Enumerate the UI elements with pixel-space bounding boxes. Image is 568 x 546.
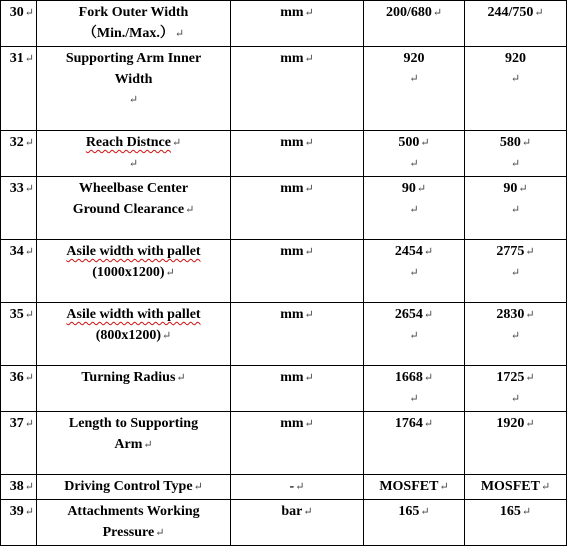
row-number-cell <box>1 303 37 366</box>
paragraph-mark-icon: ↵ <box>439 481 449 493</box>
paragraph-mark-icon: ↵ <box>304 183 314 195</box>
table-row <box>1 366 567 412</box>
unit-cell <box>231 475 364 500</box>
unit-value: - <box>289 479 295 494</box>
value-1: 165 <box>398 504 420 519</box>
value-cell-1 <box>364 131 465 177</box>
unit-cell <box>231 412 364 475</box>
value-cell-2 <box>465 475 567 500</box>
paragraph-mark-icon: ↵ <box>540 481 551 493</box>
value-cell-1 <box>364 1 465 47</box>
paragraph-mark-icon: ↵ <box>303 506 313 518</box>
paragraph-mark-icon: ↵ <box>510 204 521 216</box>
table-row <box>1 131 567 177</box>
item-label: (800x1200) <box>95 328 162 343</box>
unit-value: mm <box>280 5 304 20</box>
unit-value: mm <box>280 244 304 259</box>
paragraph-mark-icon: ↵ <box>525 309 535 321</box>
value-cell-2 <box>465 412 567 475</box>
paragraph-mark-icon: ↵ <box>510 330 521 342</box>
value-cell-2 <box>465 47 567 131</box>
value-cell-2 <box>465 303 567 366</box>
item-cell <box>37 303 231 366</box>
row-number-cell <box>1 47 37 131</box>
row-number: 38 <box>9 479 24 494</box>
unit-cell <box>231 366 364 412</box>
row-number-cell <box>1 1 37 47</box>
paragraph-mark-icon: ↵ <box>409 73 419 85</box>
value-2: 1725 <box>496 370 525 385</box>
paragraph-mark-icon: ↵ <box>534 7 544 19</box>
unit-value: mm <box>280 135 304 150</box>
paragraph-mark-icon: ↵ <box>423 246 434 258</box>
row-number: 34 <box>9 244 24 259</box>
paragraph-mark-icon: ↵ <box>510 73 521 85</box>
row-number-cell <box>1 412 37 475</box>
paragraph-mark-icon: ↵ <box>518 183 528 195</box>
paragraph-mark-icon: ↵ <box>24 137 34 149</box>
value-1: 200/680 <box>385 5 432 20</box>
item-label: Fork Outer Width <box>78 5 189 20</box>
unit-value: mm <box>280 370 304 385</box>
row-number: 37 <box>9 416 24 431</box>
paragraph-mark-icon: ↵ <box>155 527 165 539</box>
paragraph-mark-icon: ↵ <box>304 246 314 258</box>
paragraph-mark-icon: ↵ <box>176 372 186 384</box>
paragraph-mark-icon: ↵ <box>521 506 532 518</box>
unit-cell <box>231 500 364 546</box>
item-label: Arm <box>114 437 143 452</box>
paragraph-mark-icon: ↵ <box>24 7 34 19</box>
paragraph-mark-icon: ↵ <box>409 204 419 216</box>
paragraph-mark-icon: ↵ <box>420 506 430 518</box>
item-label: （Min./Max.） <box>82 26 174 41</box>
paragraph-mark-icon: ↵ <box>128 94 139 106</box>
value-cell-2 <box>465 177 567 240</box>
item-label: (1000x1200) <box>92 265 165 280</box>
paragraph-mark-icon: ↵ <box>510 158 521 170</box>
paragraph-mark-icon: ↵ <box>423 309 434 321</box>
table-row <box>1 240 567 303</box>
value-cell-2 <box>465 131 567 177</box>
value-2: 2775 <box>496 244 525 259</box>
value-2: 2830 <box>496 307 525 322</box>
paragraph-mark-icon: ↵ <box>174 28 185 40</box>
item-label: Ground Clearance <box>72 202 185 217</box>
table-row <box>1 177 567 240</box>
unit-value: mm <box>280 51 304 66</box>
row-number-cell <box>1 240 37 303</box>
value-cell-1 <box>364 240 465 303</box>
row-number-cell <box>1 177 37 240</box>
paragraph-mark-icon: ↵ <box>165 267 175 279</box>
unit-value: mm <box>280 307 304 322</box>
value-2: 580 <box>499 135 521 150</box>
value-cell-1 <box>364 500 465 546</box>
value-1: 1668 <box>394 370 423 385</box>
paragraph-mark-icon: ↵ <box>409 393 419 405</box>
value-cell-1 <box>364 177 465 240</box>
unit-value: mm <box>280 416 304 431</box>
row-number: 32 <box>9 135 24 150</box>
value-2: 920 <box>505 51 526 66</box>
value-cell-1 <box>364 47 465 131</box>
paragraph-mark-icon: ↵ <box>24 53 34 65</box>
paragraph-mark-icon: ↵ <box>525 246 535 258</box>
paragraph-mark-icon: ↵ <box>409 330 419 342</box>
paragraph-mark-icon: ↵ <box>24 506 34 518</box>
paragraph-mark-icon: ↵ <box>185 204 195 216</box>
unit-cell <box>231 131 364 177</box>
item-label: Reach Distnce <box>85 135 171 150</box>
row-number-cell <box>1 475 37 500</box>
unit-cell <box>231 1 364 47</box>
row-number: 35 <box>9 307 24 322</box>
item-cell <box>37 412 231 475</box>
paragraph-mark-icon: ↵ <box>128 158 139 170</box>
paragraph-mark-icon: ↵ <box>24 183 34 195</box>
table-row <box>1 412 567 475</box>
item-cell <box>37 475 231 500</box>
value-cell-1 <box>364 303 465 366</box>
table-row <box>1 47 567 131</box>
row-number-cell <box>1 131 37 177</box>
item-cell <box>37 177 231 240</box>
item-label: Width <box>114 72 153 87</box>
table-row <box>1 303 567 366</box>
table-row <box>1 475 567 500</box>
paragraph-mark-icon: ↵ <box>24 309 34 321</box>
paragraph-mark-icon: ↵ <box>525 418 535 430</box>
paragraph-mark-icon: ↵ <box>171 137 182 149</box>
paragraph-mark-icon: ↵ <box>432 7 443 19</box>
value-cell-2 <box>465 240 567 303</box>
value-cell-2 <box>465 1 567 47</box>
item-cell <box>37 500 231 546</box>
item-cell <box>37 240 231 303</box>
value-cell-1 <box>364 475 465 500</box>
item-label: Attachments Working <box>67 504 200 519</box>
paragraph-mark-icon: ↵ <box>525 372 535 384</box>
value-2: MOSFET <box>480 479 540 494</box>
value-cell-2 <box>465 366 567 412</box>
value-1: 2654 <box>394 307 423 322</box>
value-2: 1920 <box>496 416 525 431</box>
paragraph-mark-icon: ↵ <box>409 267 419 279</box>
row-number: 39 <box>9 504 24 519</box>
paragraph-mark-icon: ↵ <box>295 481 305 493</box>
paragraph-mark-icon: ↵ <box>409 158 419 170</box>
unit-cell <box>231 177 364 240</box>
unit-cell <box>231 240 364 303</box>
value-1: 90 <box>401 181 416 196</box>
paragraph-mark-icon: ↵ <box>510 393 521 405</box>
item-cell <box>37 47 231 131</box>
unit-cell <box>231 47 364 131</box>
paragraph-mark-icon: ↵ <box>416 183 427 195</box>
item-label: Length to Supporting <box>68 416 199 431</box>
paragraph-mark-icon: ↵ <box>304 309 314 321</box>
row-number: 31 <box>9 51 24 66</box>
paragraph-mark-icon: ↵ <box>304 372 314 384</box>
value-2: 90 <box>503 181 518 196</box>
value-2: 244/750 <box>487 5 534 20</box>
paragraph-mark-icon: ↵ <box>24 418 34 430</box>
item-label: Asile width with pallet <box>66 244 201 259</box>
paragraph-mark-icon: ↵ <box>420 137 430 149</box>
unit-value: mm <box>280 181 304 196</box>
unit-value: bar <box>281 504 303 519</box>
row-number: 30 <box>9 5 24 20</box>
paragraph-mark-icon: ↵ <box>521 137 532 149</box>
item-label: Pressure <box>102 525 155 540</box>
unit-cell <box>231 303 364 366</box>
row-number: 33 <box>9 181 24 196</box>
item-label: Turning Radius <box>81 370 176 385</box>
item-label: Asile width with pallet <box>66 307 201 322</box>
paragraph-mark-icon: ↵ <box>304 7 314 19</box>
item-cell <box>37 131 231 177</box>
item-cell <box>37 1 231 47</box>
row-number-cell <box>1 366 37 412</box>
paragraph-mark-icon: ↵ <box>304 418 314 430</box>
paragraph-mark-icon: ↵ <box>304 53 314 65</box>
value-1: 500 <box>398 135 420 150</box>
paragraph-mark-icon: ↵ <box>510 267 521 279</box>
paragraph-mark-icon: ↵ <box>24 246 34 258</box>
spec-table-body <box>1 1 567 546</box>
paragraph-mark-icon: ↵ <box>423 372 434 384</box>
paragraph-mark-icon: ↵ <box>143 439 153 451</box>
paragraph-mark-icon: ↵ <box>304 137 314 149</box>
value-1: 2454 <box>394 244 423 259</box>
row-number-cell <box>1 500 37 546</box>
value-cell-1 <box>364 366 465 412</box>
paragraph-mark-icon: ↵ <box>423 418 434 430</box>
value-cell-2 <box>465 500 567 546</box>
paragraph-mark-icon: ↵ <box>162 330 172 342</box>
paragraph-mark-icon: ↵ <box>193 481 203 493</box>
value-1: MOSFET <box>379 479 439 494</box>
value-1: 920 <box>403 51 425 66</box>
item-cell <box>37 366 231 412</box>
row-number: 36 <box>9 370 24 385</box>
table-row <box>1 1 567 47</box>
item-label: Wheelbase Center <box>78 181 189 196</box>
table-row <box>1 500 567 546</box>
paragraph-mark-icon: ↵ <box>24 372 34 384</box>
value-1: 1764 <box>394 416 423 431</box>
value-cell-1 <box>364 412 465 475</box>
item-label: Driving Control Type <box>64 479 193 494</box>
paragraph-mark-icon: ↵ <box>24 481 34 493</box>
value-2: 165 <box>499 504 521 519</box>
item-label: Supporting Arm Inner <box>65 51 202 66</box>
